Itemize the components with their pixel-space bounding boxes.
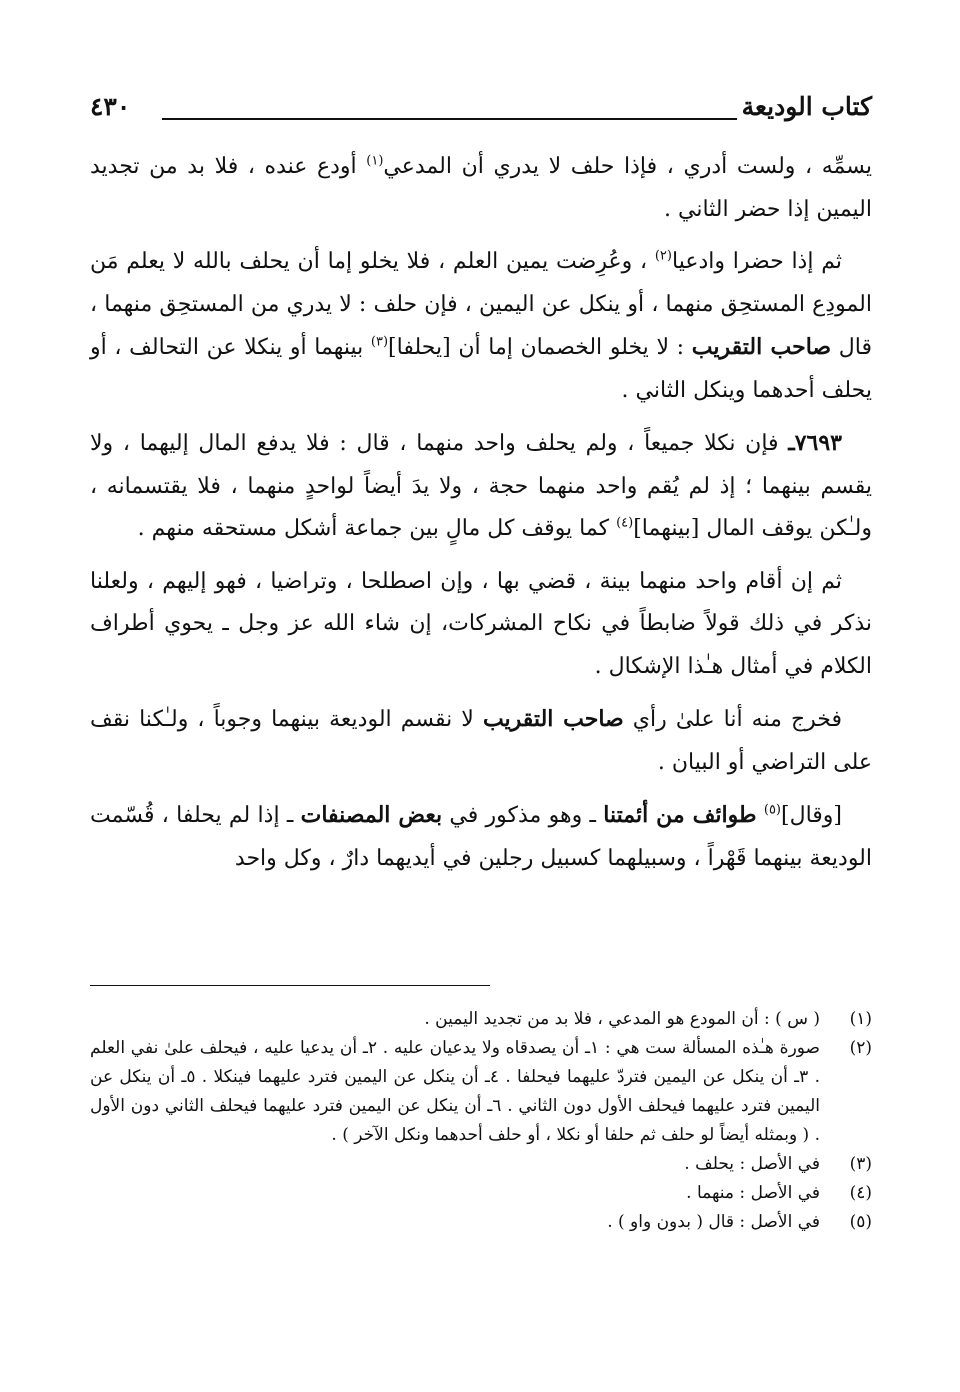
text-run: ثم إن أقام واحد منهما بينة ، قضي بها ، وإن اصطلحا ، وتراضيا ، فهو إليهم ، ولعلنا نذكر في ذلك قولاً ضابطاً في نكاح المشركات، إن شاء الله عز وجل ـ يحوي أطراف الكلام في أمثال هـٰذا الإشكال . (90, 568, 872, 679)
bold-term: صاحب التقريب (482, 706, 624, 732)
footnote-text: في الأصل : قال ( بدون واو ) . (607, 1212, 820, 1232)
footnote-number: (١) (849, 1009, 872, 1029)
text-run: فإن نكلا جميعاً ، ولم يحلف واحد منهما ، قال : فلا يدفع المال إليهما ، ولا يقسم بينهما ؛ إذ لم يُقم واحد منهما حجة ، ولا يدَ أيضاً لواحدٍ منهما ، فلا يقتسمانه ، ولـٰكن يوقف المال [بينهما] (90, 431, 872, 541)
text-run: بينهما أو ينكلا عن التحالف ، أو يحلف أحدهما وينكل الثاني . (90, 335, 872, 403)
text-run: لا نقسم الوديعة بينهما وجوباً ، ولـٰكنا نقف على التراضي أو البيان . (90, 707, 872, 775)
footnote-ref: (٤) (616, 515, 634, 531)
footnote (90, 1179, 872, 1208)
footnote-number: (٥) (849, 1212, 872, 1232)
bold-term: صاحب التقريب (691, 334, 832, 360)
footnote-number: (٢) (849, 1038, 872, 1058)
footnote-separator (90, 985, 490, 986)
paragraph (90, 422, 872, 551)
text-run: ـ وهو مذكور في (442, 803, 604, 828)
text-run: يسمِّه ، ولست أدري ، فإذا حلف لا يدري أن المدعي (383, 154, 872, 179)
text-run: أودع عنده ، فلا بد من تجديد اليمين إذا حضر الثاني . (90, 154, 872, 222)
book-page (90, 0, 872, 1392)
footnote-ref: (٥) (763, 802, 781, 818)
footnote-ref: (١) (366, 153, 384, 169)
footnote-text: ( س ) : أن المودع هو المدعي ، فلا بد من تجديد اليمين . (424, 1009, 820, 1029)
footnote-ref: (٢) (654, 248, 672, 264)
page-number: ٤٣٠ (90, 92, 131, 121)
text-run: [وقال] (781, 803, 842, 828)
paragraph (90, 561, 872, 689)
running-header (90, 88, 872, 128)
text-run: كما يوقف كل مالٍ بين جماعة أشكل مستحقه منهم . (137, 516, 617, 541)
bold-term: طوائف من أئمتنا (603, 802, 757, 828)
footnote-number: (٣) (849, 1154, 872, 1174)
paragraph (90, 241, 872, 412)
footnote-text: في الأصل : يحلف . (684, 1154, 820, 1174)
bold-term: بعض المصنفات (300, 802, 443, 828)
footnote (90, 1034, 872, 1150)
paragraph (90, 146, 872, 231)
header-rule (162, 118, 737, 120)
footnote-ref: (٣) (370, 334, 389, 350)
main-text (90, 146, 872, 890)
running-header-title: كتاب الوديعة (741, 92, 872, 121)
text-run: فخرج منه أنا علىٰ رأي (623, 707, 842, 732)
footnote (90, 1150, 872, 1179)
paragraph (90, 698, 872, 784)
bold-term: ٧٦٩٣ـ (788, 430, 842, 456)
text-run: ـ إذا لم يحلفا ، قُسّمت الوديعة بينهما قَهْراً ، وسبيلهما كسبيل رجلين في أيديهما دارٌ ، وكل واحد (90, 803, 872, 871)
footnote-text: صورة هـٰذه المسألة ست هي : ١ـ أن يصدقاه ولا يدعيان عليه . ٢ـ أن يدعيا عليه ، فيحلف علىٰ نفي العلم . ٣ـ أن ينكل عن اليمين فتردّ عليهما فيحلفا . ٤ـ أن ينكل عن اليمين فترد عليهما فينكلا . ٥ـ أن ينكل عن اليمين فترد عليهما فيحلف الأول دون الثاني . ٦ـ أن ينكل عن اليمين فترد عليهما فيحلف الثاني دون الأول . ( وبمثله أيضاً لو حلف ثم حلفا أو نكلا ، أو حلف أحدهما ونكل الآخر ) . (90, 1038, 820, 1145)
footnote-number: (٤) (849, 1183, 872, 1203)
text-run: : لا يخلو الخصمان إما أن [يحلفا] (388, 335, 692, 360)
footnote (90, 1208, 872, 1237)
paragraph (90, 794, 872, 880)
footnote (90, 1005, 872, 1034)
text-run: ، وعُرِضت يمين العلم ، فلا يخلو إما أن يحلف بالله لا يعلم مَن المودِع المستحِق منهما ، أو ينكل عن اليمين ، فإن حلف : لا يدري من المستحِق منهما ، قال (90, 249, 872, 360)
footnotes (90, 1005, 872, 1237)
text-run (757, 803, 764, 828)
text-run: ثم إذا حضرا وادعيا (671, 249, 842, 274)
footnote-text: في الأصل : منهما . (686, 1183, 820, 1203)
